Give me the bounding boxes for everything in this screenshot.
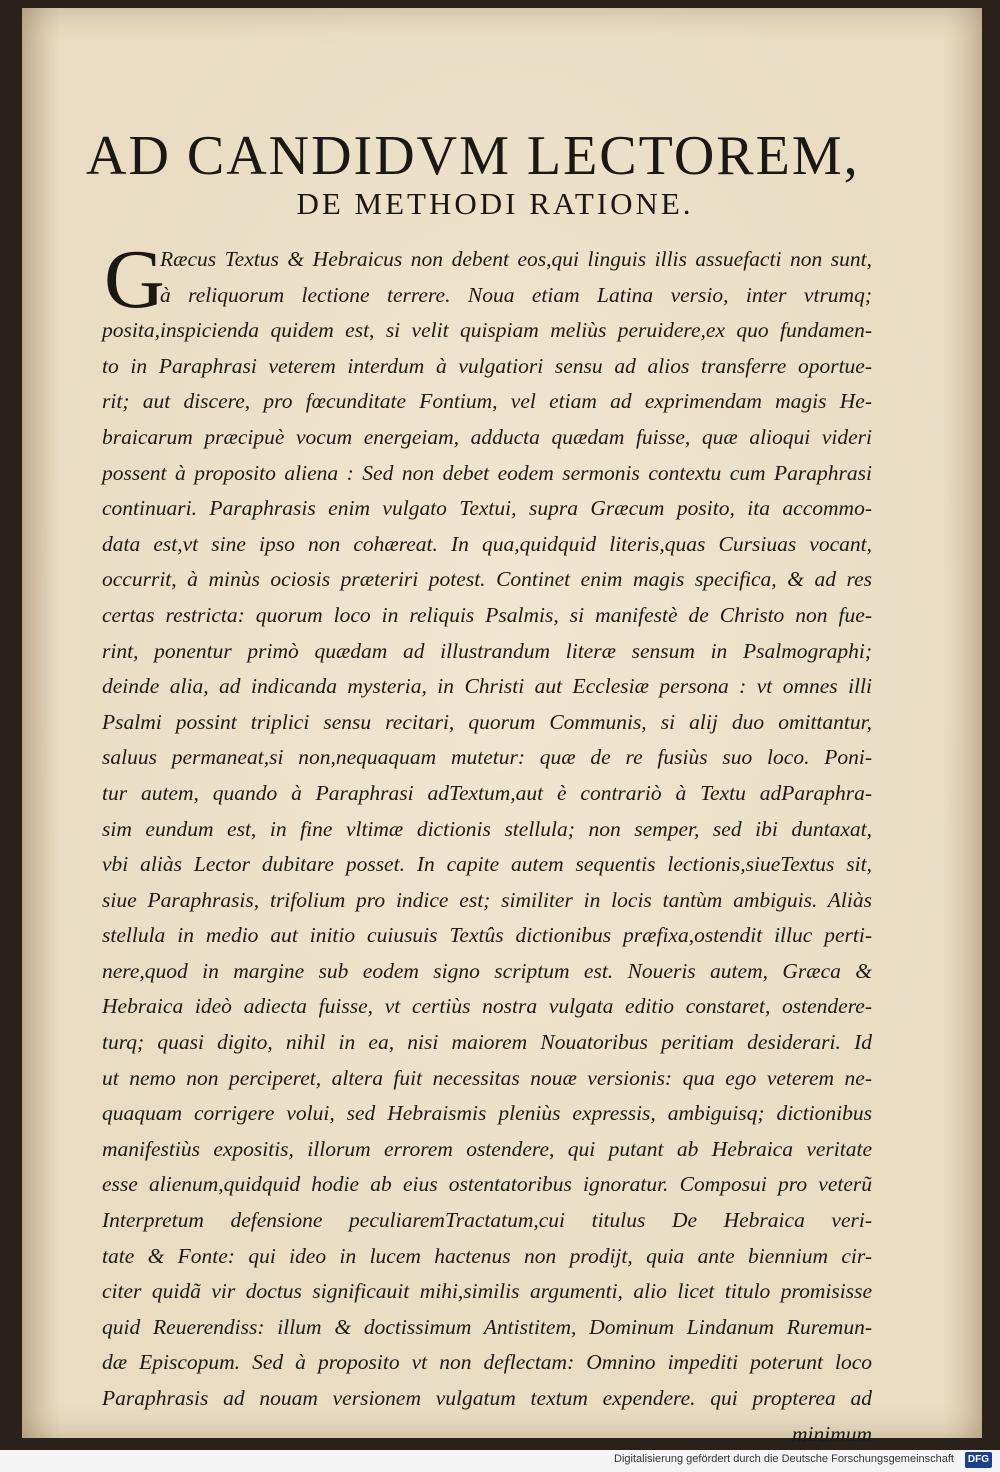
text-line: to in Paraphrasi veterem interdum à vulgatiori sensu ad alios transferre oportue- [102, 353, 872, 378]
catchword: minimum [791, 1421, 872, 1446]
page-subtitle: DE METHODI RATIONE. [296, 186, 694, 221]
text-line: occurrit, à minùs ociosis præteriri potest. Continet enim magis specifica, & ad res [102, 567, 872, 592]
text-line: quaquam corrigere volui, sed Hebraismis pleniùs expressis, ambiguisq; dictionibus [102, 1101, 872, 1126]
text-line: possent à proposito aliena : Sed non debet eodem sermonis contextu cum Paraphrasi [102, 460, 872, 485]
text-line: rit; aut discere, pro fœcunditate Fontium, vel etiam ad exprimendam magis He- [102, 389, 872, 414]
text-line: deinde alia, ad indicanda mysteria, in Christi aut Ecclesiæ persona : vt omnes illi [102, 674, 872, 699]
text-line: certas restricta: quorum loco in reliquis Psalmis, si manifestè de Christo non fue- [102, 602, 872, 627]
text-line: tur autem, quando à Paraphrasi adTextum,aut è contrariò à Textu adParaphra- [102, 780, 872, 805]
text-line: Interpretum defensione peculiaremTractatum,cui titulus De Hebraica veri- [102, 1208, 872, 1233]
text-line: nere,quod in margine sub eodem signo scriptum est. Noueris autem, Græca & [102, 958, 872, 983]
text-line: stellula in medio aut initio cuiusuis Textûs dictionibus præfixa,ostendit illuc perti- [102, 923, 872, 948]
text-line: à reliquorum lectione terrere. Noua etiam Latina versio, inter vtrumq; [160, 282, 872, 307]
text-line: quid Reuerendiss: illum & doctissimum Antistitem, Dominum Lindanum Ruremun- [102, 1314, 872, 1339]
text-line: Paraphrasis ad nouam versionem vulgatum textum expendere. qui propterea ad [102, 1386, 872, 1410]
text-line: braicarum præcipuè vocum energeiam, adducta quædam fuisse, quæ alioqui videri [102, 424, 872, 449]
text-line: posita,inspicienda quidem est, si velit quispiam meliùs peruidere,ex quo fundamen- [102, 318, 872, 343]
text-line: continuari. Paraphrasis enim vulgato Textui, supra Græcum posito, ita accommo- [102, 496, 872, 521]
text-line: manifestiùs expositis, illorum errorem ostendere, qui putant ab Hebraica veritate [102, 1136, 872, 1161]
text-line: turq; quasi digito, nihil in ea, nisi maiorem Nouatoribus peritiam desiderari. Id [102, 1030, 872, 1055]
text-line: rint, ponentur primò quædam ad illustrandum literæ sensum in Psalmographi; [102, 638, 872, 663]
text-line: data est,vt sine ipso non cohæreat. In qua,quidquid literis,quas Cursiuas vocant, [102, 531, 872, 556]
text-line: citer quidã vir doctus significauit mihi,similis argumenti, alio licet titulo promisisse [102, 1279, 872, 1304]
page-title: AD CANDIDVM LECTOREM, [86, 125, 860, 187]
text-line: vbi aliàs Lector dubitare posset. In capite autem sequentis lectionis,siueTextus sit, [102, 852, 872, 877]
text-line: esse alienum,quidquid hodie ab eius ostentatoribus ignoratur. Composui pro veterũ [102, 1172, 872, 1197]
body-text [102, 242, 872, 1452]
text-line: Hebraica ideò adiecta fuisse, vt certiùs nostra vulgata editio constaret, ostendere- [102, 994, 872, 1019]
text-line: tate & Fonte: qui ideo in lucem hactenus non prodijt, quia ante biennium cir- [102, 1243, 872, 1268]
drop-capital: G [104, 233, 165, 326]
footer-credit: Digitalisierung gefördert durch die Deutsche Forschungsgemeinschaft [614, 1453, 954, 1465]
text-line: Ræcus Textus & Hebraicus non debent eos,qui linguis illis assuefacti non sunt, [160, 247, 872, 271]
text-line: sim eundum est, in fine vltimæ dictionis stellula; non semper, sed ibi duntaxat, [102, 816, 872, 841]
text-line: Psalmi possint triplici sensu recitari, quorum Communis, si alij duo omittantur, [102, 709, 872, 734]
text-line: ut nemo non perciperet, altera fuit necessitas nouæ versionis: qua ego veterem ne- [102, 1065, 872, 1090]
text-line: siue Paraphrasis, trifolium pro indice est; similiter in locis tantùm ambiguis. Aliàs [102, 887, 872, 912]
dfg-logo-icon: DFG [965, 1452, 992, 1468]
text-line: dæ Episcopum. Sed à proposito vt non deflectam: Omnino impediti poterunt loco [102, 1350, 872, 1375]
text-line: saluus permaneat,si non,nequaquam mutetur: quæ de re fusiùs suo loco. Poni- [102, 745, 872, 770]
